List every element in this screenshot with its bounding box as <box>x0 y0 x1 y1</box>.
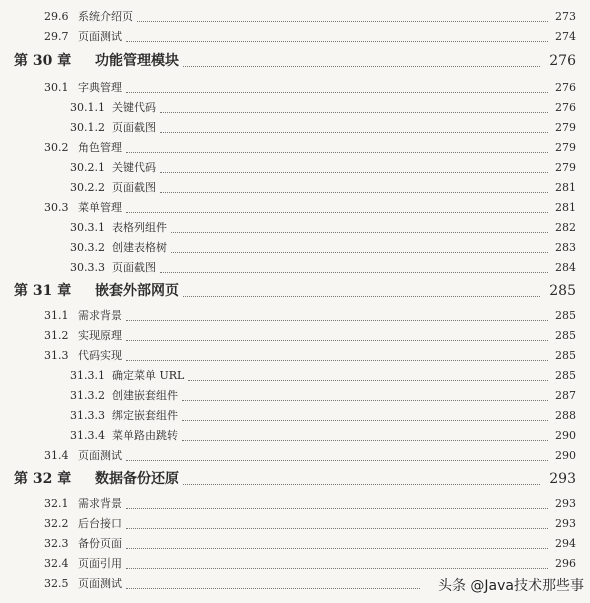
leader-dots <box>183 295 554 297</box>
section-number: 30.3 <box>44 201 69 214</box>
leader-dots <box>126 547 554 549</box>
section-title: 页面测试 <box>78 446 124 466</box>
section-number: 32.3 <box>44 537 69 550</box>
leader-dots <box>126 567 554 569</box>
page-number: 293 <box>540 469 576 489</box>
section-title: 页面引用 <box>78 554 124 574</box>
toc-entry <box>0 406 590 426</box>
page-number: 281 <box>548 178 576 198</box>
section-number: 32.1 <box>44 497 69 510</box>
page-number: 285 <box>548 366 576 386</box>
page-number: 287 <box>548 386 576 406</box>
toc-entry <box>0 494 590 514</box>
section-title: 页面截图 <box>112 118 158 138</box>
leader-dots <box>160 191 554 193</box>
section-title: 需求背景 <box>78 306 124 326</box>
section-title: 确定菜单 URL <box>112 366 186 386</box>
toc-entry <box>0 158 590 178</box>
page-number: 274 <box>548 27 576 47</box>
section-title: 需求背景 <box>78 494 124 514</box>
page-number: 279 <box>548 118 576 138</box>
leader-dots <box>126 40 554 42</box>
section-number: 29.6 <box>44 10 69 23</box>
leader-dots <box>126 151 554 153</box>
page-number: 276 <box>548 98 576 118</box>
page-number: 276 <box>548 78 576 98</box>
leader-dots <box>183 65 554 67</box>
section-title: 功能管理模块 <box>95 53 179 69</box>
page-number: 283 <box>548 238 576 258</box>
page-number: 285 <box>548 326 576 346</box>
section-title: 表格列组件 <box>112 218 169 238</box>
section-number: 31.3.2 <box>70 389 105 402</box>
page-number: 293 <box>548 494 576 514</box>
section-title: 创建表格树 <box>112 238 169 258</box>
section-title: 嵌套外部网页 <box>95 283 179 299</box>
leader-dots <box>126 359 554 361</box>
toc-entry <box>0 178 590 198</box>
toc-entry <box>0 366 590 386</box>
section-title: 代码实现 <box>78 346 124 366</box>
leader-dots <box>160 171 554 173</box>
leader-dots <box>183 483 554 485</box>
toc-chapter <box>0 278 590 304</box>
page-number: 285 <box>540 281 576 301</box>
toc-entry <box>0 258 590 278</box>
section-number: 第 30 章 <box>14 53 72 69</box>
leader-dots <box>171 251 554 253</box>
section-title: 菜单路由跳转 <box>112 426 180 446</box>
leader-dots <box>160 271 554 273</box>
section-number: 31.2 <box>44 329 69 342</box>
toc-entry <box>0 238 590 258</box>
section-number: 32.2 <box>44 517 69 530</box>
page-number: 293 <box>548 514 576 534</box>
page-number: 285 <box>548 306 576 326</box>
section-title: 页面测试 <box>78 27 124 47</box>
page-number: 290 <box>548 426 576 446</box>
toc-chapter <box>0 48 590 74</box>
toc-entry <box>0 554 590 574</box>
page-number: 279 <box>548 138 576 158</box>
toc-entry <box>0 98 590 118</box>
toc-entry <box>0 118 590 138</box>
toc-chapter <box>0 466 590 492</box>
toc-entry <box>0 386 590 406</box>
leader-dots <box>126 91 554 93</box>
watermark: 头条 @Java技术那些事 <box>437 578 584 594</box>
section-number: 29.7 <box>44 30 69 43</box>
leader-dots <box>182 399 554 401</box>
page-number: 290 <box>548 446 576 466</box>
toc-entry <box>0 306 590 326</box>
leader-dots <box>126 339 554 341</box>
page-number: 279 <box>548 158 576 178</box>
leader-dots <box>137 20 554 22</box>
page-number: 296 <box>548 554 576 574</box>
toc-entry <box>0 534 590 554</box>
page-number: 294 <box>548 534 576 554</box>
leader-dots <box>126 527 554 529</box>
section-title: 数据备份还原 <box>95 471 179 487</box>
section-number: 30.2 <box>44 141 69 154</box>
page-number: 284 <box>548 258 576 278</box>
section-number: 31.1 <box>44 309 69 322</box>
page-number: 273 <box>548 7 576 27</box>
section-title: 后台接口 <box>78 514 124 534</box>
leader-dots <box>182 419 554 421</box>
toc-entry <box>0 27 590 47</box>
section-title: 系统介绍页 <box>78 7 135 27</box>
section-number: 32.5 <box>44 577 69 590</box>
section-number: 31.3.1 <box>70 369 105 382</box>
section-number: 30.2.1 <box>70 161 105 174</box>
section-title: 页面截图 <box>112 178 158 198</box>
leader-dots <box>188 379 554 381</box>
toc-entry <box>0 218 590 238</box>
leader-dots <box>126 587 420 589</box>
section-number: 30.3.3 <box>70 261 105 274</box>
toc-entry <box>0 138 590 158</box>
toc-entry <box>0 446 590 466</box>
toc-entry <box>0 326 590 346</box>
leader-dots <box>160 131 554 133</box>
section-title: 页面截图 <box>112 258 158 278</box>
section-title: 页面测试 <box>78 574 124 594</box>
leader-dots <box>126 211 554 213</box>
section-title: 实现原理 <box>78 326 124 346</box>
section-title: 菜单管理 <box>78 198 124 218</box>
section-number: 30.1.2 <box>70 121 105 134</box>
page-number: 276 <box>540 51 576 71</box>
leader-dots <box>126 459 554 461</box>
toc-entry <box>0 514 590 534</box>
section-number: 32.4 <box>44 557 69 570</box>
page-number: 281 <box>548 198 576 218</box>
section-number: 30.2.2 <box>70 181 105 194</box>
page-number: 288 <box>548 406 576 426</box>
section-title: 角色管理 <box>78 138 124 158</box>
section-title: 备份页面 <box>78 534 124 554</box>
toc-entry <box>0 346 590 366</box>
leader-dots <box>126 319 554 321</box>
section-title: 字典管理 <box>78 78 124 98</box>
toc-entry <box>0 7 590 27</box>
leader-dots <box>182 439 554 441</box>
section-title: 关键代码 <box>112 98 158 118</box>
leader-dots <box>160 111 554 113</box>
toc-entry <box>0 426 590 446</box>
section-number: 第 31 章 <box>14 283 72 299</box>
section-title: 绑定嵌套组件 <box>112 406 180 426</box>
section-number: 30.3.2 <box>70 241 105 254</box>
section-title: 创建嵌套组件 <box>112 386 180 406</box>
page-number: 285 <box>548 346 576 366</box>
page-number: 282 <box>548 218 576 238</box>
section-number: 31.3.4 <box>70 429 105 442</box>
toc-entry <box>0 198 590 218</box>
section-title: 关键代码 <box>112 158 158 178</box>
section-number: 31.3 <box>44 349 69 362</box>
toc-entry <box>0 78 590 98</box>
leader-dots <box>126 507 554 509</box>
section-number: 30.1 <box>44 81 69 94</box>
section-number: 31.4 <box>44 449 69 462</box>
leader-dots <box>171 231 554 233</box>
section-number: 31.3.3 <box>70 409 105 422</box>
section-number: 30.3.1 <box>70 221 105 234</box>
section-number: 30.1.1 <box>70 101 105 114</box>
section-number: 第 32 章 <box>14 471 72 487</box>
